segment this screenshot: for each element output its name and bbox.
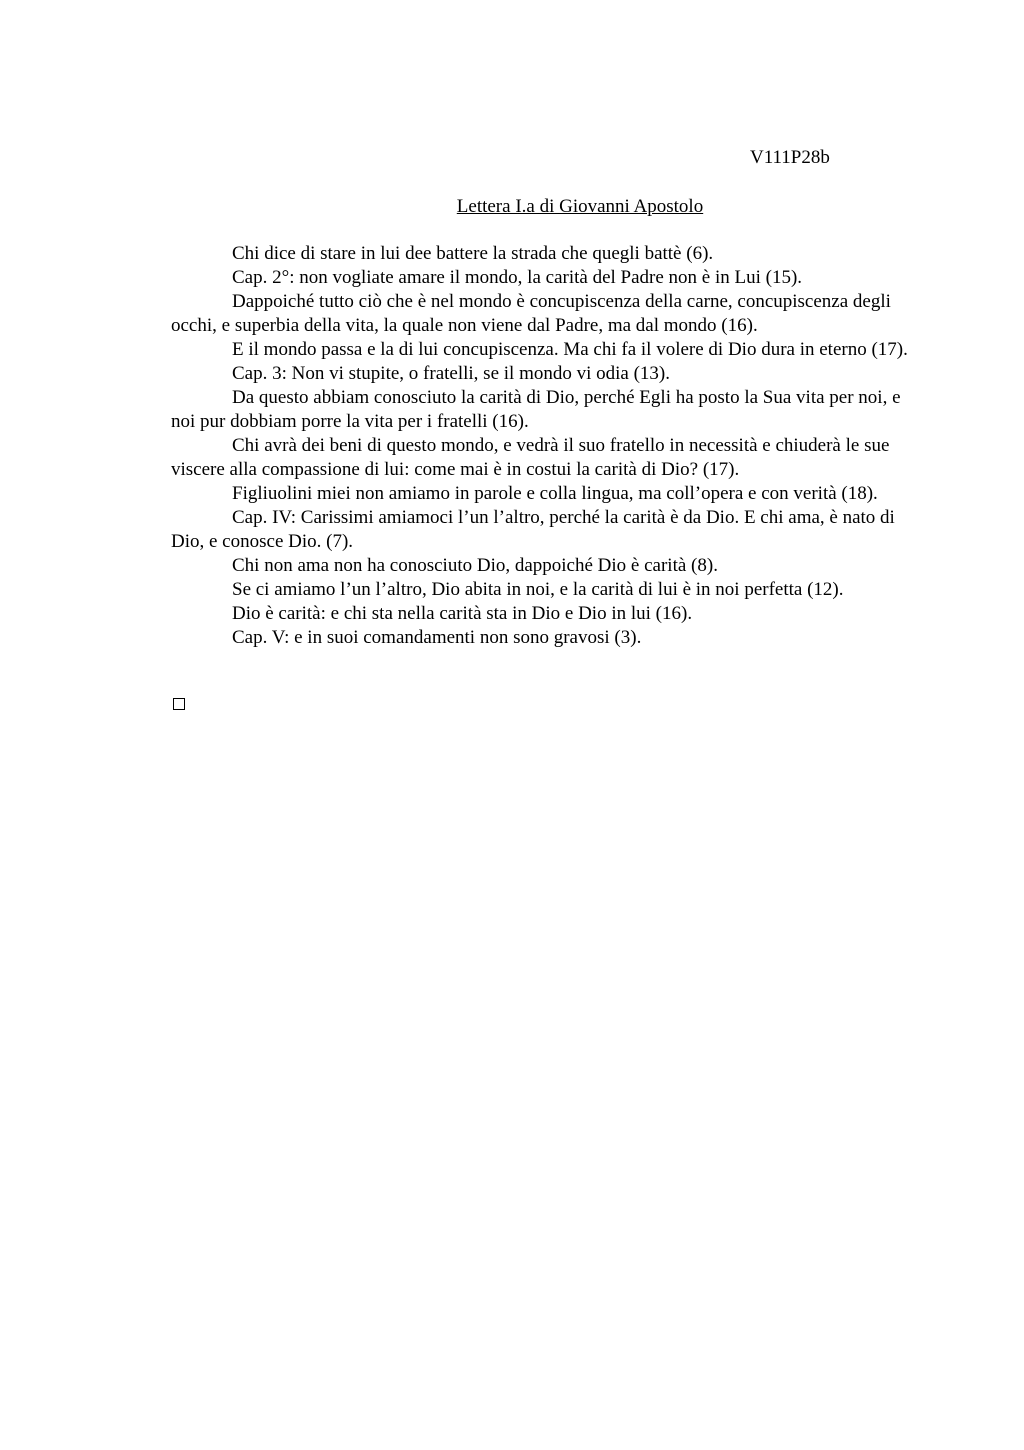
paragraph: Cap. 3: Non vi stupite, o fratelli, se il mondo vi odia (13). (232, 363, 670, 384)
end-marker-box (173, 698, 185, 710)
paragraph: Dio è carità: e chi sta nella carità sta in Dio e Dio in lui (16). (232, 603, 693, 624)
body-text (171, 242, 926, 650)
paragraph: E il mondo passa e la di lui concupiscenza. Ma chi fa il volere di Dio dura in eterno (17). (232, 339, 908, 360)
paragraph: Se ci amiamo l’un l’altro, Dio abita in noi, e la carità di lui è in noi perfetta (12). (232, 579, 844, 600)
paragraph: Dappoiché tutto ciò che è nel mondo è concupiscenza della carne, concupiscenza degli occhi, e superbia della vita, la quale non viene dal Padre, ma dal mondo (16). (171, 291, 891, 336)
paragraph: Cap. V: e in suoi comandamenti non sono gravosi (3). (232, 627, 642, 648)
reference-code: V111P28b (750, 147, 830, 168)
paragraph: Chi avrà dei beni di questo mondo, e vedrà il suo fratello in necessità e chiuderà le sue viscere alla compassione di lui: come mai è in costui la carità di Dio? (17). (171, 435, 890, 480)
paragraph: Chi non ama non ha conosciuto Dio, dappoiché Dio è carità (8). (232, 555, 718, 576)
paragraph: Cap. 2°: non vogliate amare il mondo, la carità del Padre non è in Lui (15). (232, 267, 803, 288)
paragraph: Da questo abbiam conosciuto la carità di Dio, perché Egli ha posto la Sua vita per noi, e noi pur dobbiam porre la vita per i fratelli (16). (171, 387, 901, 432)
paragraph: Cap. IV: Carissimi amiamoci l’un l’altro, perché la carità è da Dio. E chi ama, è nato di Dio, e conosce Dio. (7). (171, 507, 895, 552)
paragraph: Figliuolini miei non amiamo in parole e colla lingua, ma coll’opera e con verità (18). (232, 483, 878, 504)
page-title: Lettera I.a di Giovanni Apostolo (456, 196, 704, 217)
paragraph: Chi dice di stare in lui dee battere la strada che quegli battè (6). (232, 243, 714, 264)
